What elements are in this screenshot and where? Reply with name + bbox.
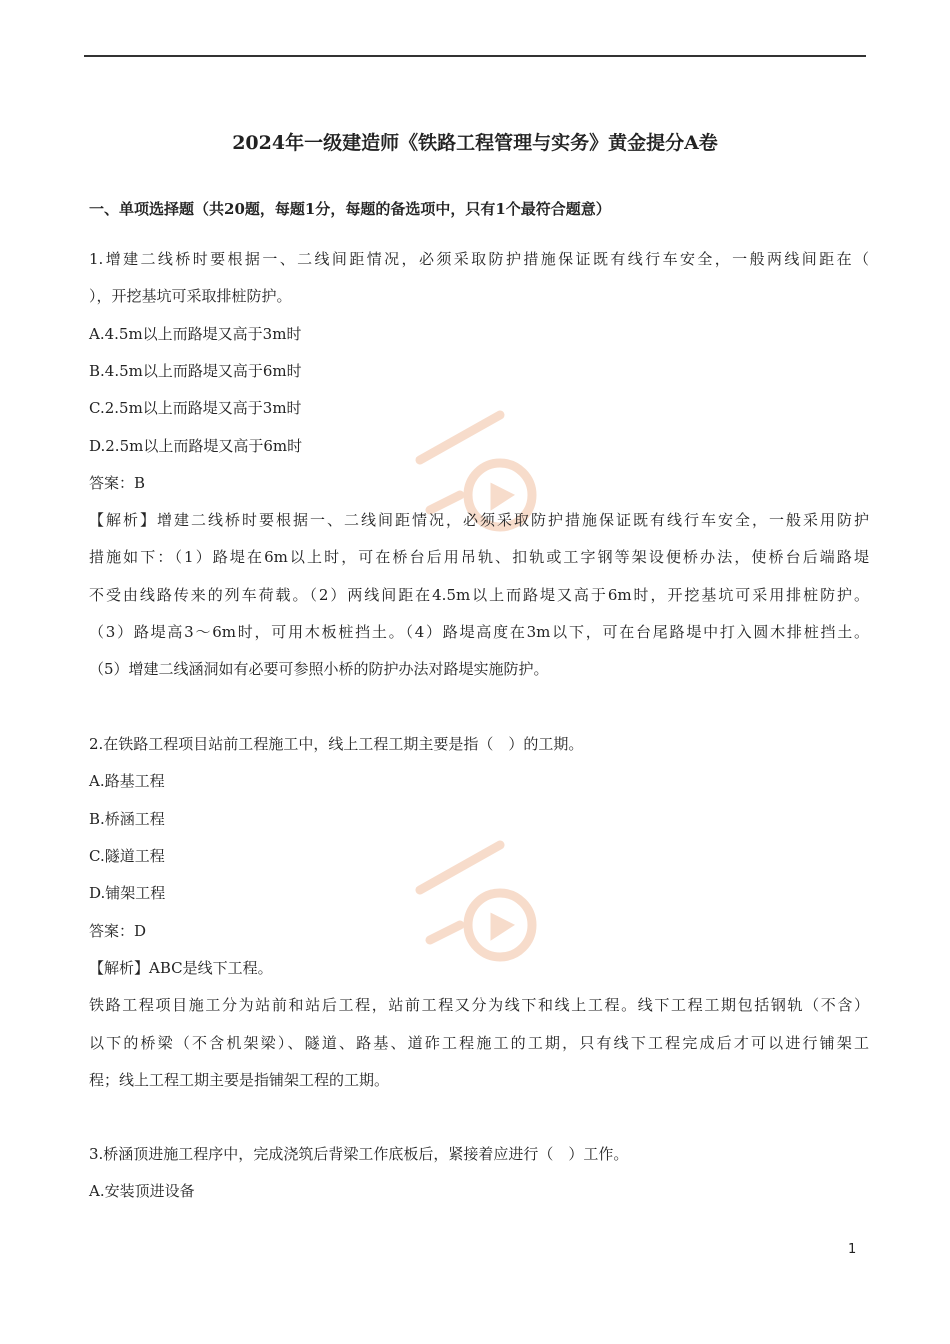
- section-heading: 一、单项选择题（共20题，每题1分，每题的备选项中，只有1个最符合题意）: [89, 200, 611, 218]
- document-title: 2024年一级建造师《铁路工程管理与实务》黄金提分A卷: [232, 132, 718, 154]
- q3-stem: 3.桥涵顶进施工程序中，完成浇筑后背梁工作底板后，紧接着应进行（ ）工作。: [89, 1145, 629, 1163]
- q2-stem: 2.在铁路工程项目站前工程施工中，线上工程工期主要是指（ ）的工期。: [89, 735, 584, 753]
- q1-analysis-line-4: （3）路堤高3～6m时，可用木板桩挡土。（4）路堤高度在3m以下，可在台尾路堤中打入圆木排桩挡土。: [89, 623, 869, 641]
- q1-analysis-line-3: 不受由线路传来的列车荷载。（2）两线间距在4.5m以上而路堤又高于6m时，开挖基坑可采用排桩防护。: [89, 586, 869, 604]
- q1-option-a: A.4.5m以上而路堤又高于3m时: [89, 325, 302, 343]
- q2-analysis-line-4: 程；线上工程工期主要是指铺架工程的工期。: [89, 1071, 390, 1089]
- q2-option-a: A.路基工程: [89, 772, 165, 790]
- q1-analysis-line-5: （5）增建二线涵洞如有必要可参照小桥的防护办法对路堤实施防护。: [89, 660, 549, 678]
- q2-analysis-line-1: 【解析】ABC是线下工程。: [89, 959, 273, 977]
- q1-stem-line-2: ），开挖基坑可采取排桩防护。: [89, 287, 292, 305]
- watermark-logo-icon: [400, 830, 550, 980]
- q1-stem-line-1: 1.增建二线桥时要根据一、二线间距情况，必须采取防护措施保证既有线行车安全，一般两线间距在（: [89, 250, 869, 268]
- q3-option-a: A.安装顶进设备: [89, 1182, 195, 1200]
- q2-option-b: B.桥涵工程: [89, 810, 165, 828]
- q1-answer: 答案：B: [89, 474, 146, 492]
- q1-option-d: D.2.5m以上而路堤又高于6m时: [89, 437, 303, 455]
- q1-analysis-line-2: 措施如下：（1）路堤在6m以上时，可在桥台后用吊轨、扣轨或工字钢等架设便桥办法，使桥台后端路堤: [89, 548, 869, 566]
- q2-option-c: C.隧道工程: [89, 847, 165, 865]
- q1-option-b: B.4.5m以上而路堤又高于6m时: [89, 362, 302, 380]
- header-rule: [84, 55, 866, 57]
- q2-analysis-line-3: 以下的桥梁（不含机架梁）、隧道、路基、道砟工程施工的工期，只有线下工程完成后才可以进行铺架工: [89, 1034, 869, 1052]
- q1-option-c: C.2.5m以上而路堤又高于3m时: [89, 399, 302, 417]
- q2-answer: 答案：D: [89, 922, 147, 940]
- q2-analysis-line-2: 铁路工程项目施工分为站前和站后工程，站前工程又分为线下和线上工程。线下工程工期包括钢轨（不含）: [89, 996, 869, 1014]
- page-number: 1: [848, 1242, 857, 1257]
- q1-analysis-line-1: 【解析】增建二线桥时要根据一、二线间距情况，必须采取防护措施保证既有线行车安全，一般采用防护: [89, 511, 869, 529]
- q2-option-d: D.铺架工程: [89, 884, 166, 902]
